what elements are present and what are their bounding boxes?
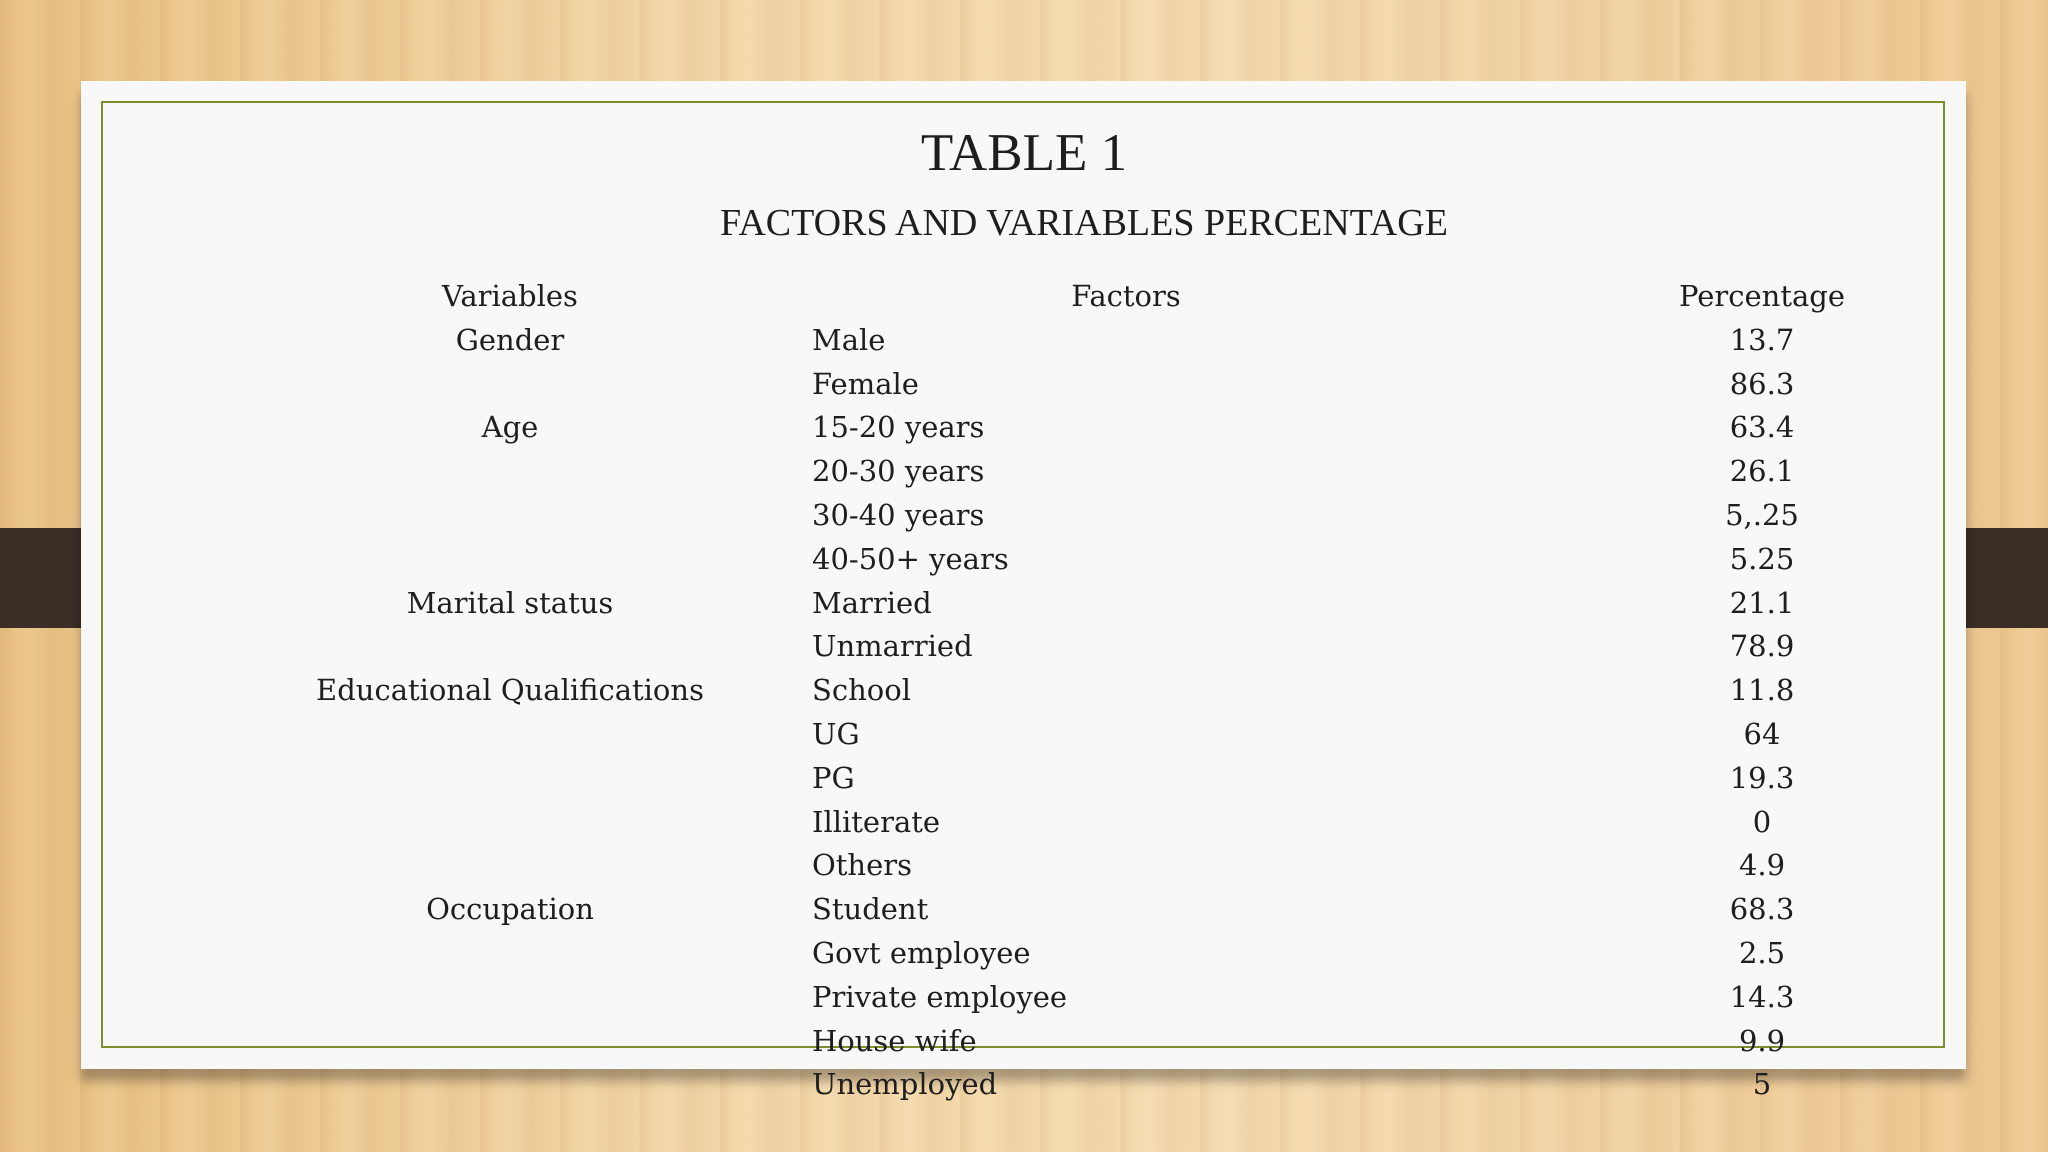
percentage-cell: 5 bbox=[1752, 1067, 1772, 1102]
table-header-row bbox=[300, 275, 1992, 319]
factor-cell: PG bbox=[812, 760, 855, 795]
variable-cell: Gender bbox=[455, 322, 565, 357]
variable-cell bbox=[300, 1063, 720, 1107]
table-row bbox=[300, 932, 1992, 976]
factor-cell: Unemployed bbox=[812, 1067, 998, 1102]
variable-cell bbox=[300, 844, 720, 888]
percentage-cell: 5.25 bbox=[1729, 541, 1795, 576]
table-row bbox=[300, 844, 1992, 888]
percentage-cell: 14.3 bbox=[1729, 979, 1795, 1014]
table-row bbox=[300, 406, 1992, 450]
factor-cell: 20-30 years bbox=[812, 454, 985, 489]
factor-cell: Male bbox=[812, 322, 886, 357]
variable-cell: Educational Qualifications bbox=[316, 673, 704, 708]
table-row bbox=[300, 363, 1992, 407]
percentage-cell: 78.9 bbox=[1729, 629, 1795, 664]
factor-cell: UG bbox=[812, 716, 860, 751]
variable-cell bbox=[300, 932, 720, 976]
variable-cell: Age bbox=[481, 410, 539, 445]
table-row bbox=[300, 1020, 1992, 1064]
variable-cell bbox=[300, 713, 720, 757]
table-row bbox=[300, 801, 1992, 845]
factor-cell: Married bbox=[812, 585, 932, 620]
variable-cell bbox=[300, 450, 720, 494]
variable-cell: Marital status bbox=[406, 585, 614, 620]
variable-cell bbox=[300, 625, 720, 669]
factor-cell: School bbox=[812, 673, 911, 708]
percentage-cell: 19.3 bbox=[1729, 760, 1795, 795]
variable-cell bbox=[300, 757, 720, 801]
table-row bbox=[300, 888, 1992, 932]
percentage-cell: 63.4 bbox=[1729, 410, 1795, 445]
percentage-cell: 4.9 bbox=[1738, 848, 1786, 883]
percentage-cell: 11.8 bbox=[1729, 673, 1795, 708]
percentage-cell: 13.7 bbox=[1729, 322, 1795, 357]
factor-cell: Female bbox=[812, 366, 919, 401]
factor-cell: 30-40 years bbox=[812, 497, 985, 532]
table-row bbox=[300, 538, 1992, 582]
variable-cell bbox=[300, 1020, 720, 1064]
table-row bbox=[300, 976, 1992, 1020]
percentage-cell: 86.3 bbox=[1729, 366, 1795, 401]
percentage-cell: 68.3 bbox=[1729, 892, 1795, 927]
slide-subtitle: FACTORS AND VARIABLES PERCENTAGE bbox=[720, 202, 1448, 244]
table-row bbox=[300, 582, 1992, 626]
percentage-cell: 5,.25 bbox=[1725, 497, 1799, 532]
factor-cell: 40-50+ years bbox=[812, 541, 1009, 576]
percentage-cell: 64 bbox=[1743, 716, 1781, 751]
table-row bbox=[300, 713, 1992, 757]
variable-cell: Occupation bbox=[426, 892, 594, 927]
factor-cell: Others bbox=[812, 848, 913, 883]
table-row bbox=[300, 494, 1992, 538]
percentage-cell: 21.1 bbox=[1729, 585, 1795, 620]
variable-cell bbox=[300, 976, 720, 1020]
header-percentage: Percentage bbox=[1679, 279, 1845, 313]
table-row bbox=[300, 450, 1992, 494]
table-row bbox=[300, 319, 1992, 363]
table-row bbox=[300, 625, 1992, 669]
variable-cell bbox=[300, 801, 720, 845]
variable-cell bbox=[300, 494, 720, 538]
factor-cell: 15-20 years bbox=[812, 410, 985, 445]
percentage-cell: 2.5 bbox=[1738, 935, 1786, 970]
table-row bbox=[300, 669, 1992, 713]
factors-table bbox=[300, 275, 1992, 1107]
table-row bbox=[300, 757, 1992, 801]
factor-cell: Private employee bbox=[812, 979, 1068, 1014]
header-variables: Variables bbox=[442, 279, 578, 313]
factor-cell: Student bbox=[812, 892, 929, 927]
slide-title: TABLE 1 bbox=[920, 124, 1128, 182]
table-row bbox=[300, 1063, 1992, 1107]
factor-cell: Unmarried bbox=[812, 629, 973, 664]
percentage-cell: 0 bbox=[1752, 804, 1772, 839]
header-factors: Factors bbox=[1071, 279, 1181, 313]
factor-cell: House wife bbox=[812, 1023, 977, 1058]
factor-cell: Illiterate bbox=[812, 804, 941, 839]
variable-cell bbox=[300, 363, 720, 407]
percentage-cell: 26.1 bbox=[1729, 454, 1795, 489]
percentage-cell: 9.9 bbox=[1738, 1023, 1786, 1058]
variable-cell bbox=[300, 538, 720, 582]
factor-cell: Govt employee bbox=[812, 935, 1031, 970]
